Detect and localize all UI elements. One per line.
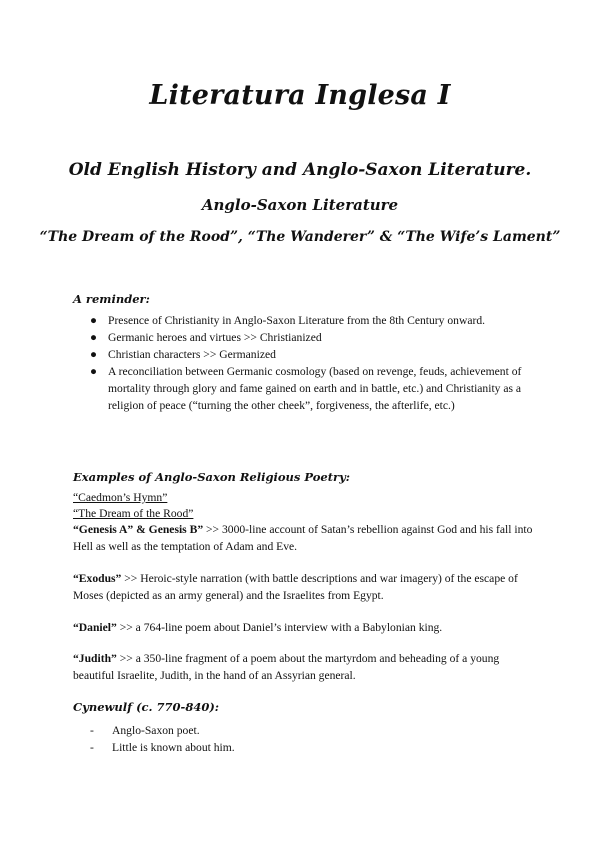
cynewulf-label: Cynewulf (c. 770-840):: [73, 700, 220, 714]
entry-judith: [73, 650, 533, 684]
list-item: ● Christian characters >> Germanized: [90, 348, 276, 361]
reminder-label: A reminder:: [73, 292, 150, 306]
entry-text: >> a 764-line poem about Daniel’s interview with a Babylonian king.: [116, 621, 443, 634]
bullet-icon: ●: [90, 365, 98, 378]
link-caedmons-hymn[interactable]: “Caedmon’s Hymn”: [73, 491, 168, 504]
entry-title: “Daniel”: [73, 621, 117, 634]
list-item: ● Germanic heroes and virtues >> Christianized: [90, 331, 322, 344]
list-item: ● Presence of Christianity in Anglo-Saxon Literature from the 8th Century onward.: [90, 314, 486, 327]
entry-title: “Genesis A” & Genesis B”: [73, 523, 204, 536]
examples-label: Examples of Anglo-Saxon Religious Poetry:: [73, 470, 351, 484]
entry-title: “Judith”: [73, 652, 117, 665]
bullet-icon: ●: [90, 331, 98, 344]
bullet-icon: ●: [90, 314, 98, 327]
dash-icon: -: [90, 741, 94, 754]
entry-title: “Exodus”: [73, 572, 122, 585]
entry-exodus: [73, 570, 533, 604]
sub-heading: Anglo-Saxon Literature: [201, 196, 399, 214]
entry-genesis: [73, 521, 533, 555]
cynewulf-list: [90, 722, 490, 756]
bullet-icon: ●: [90, 348, 98, 361]
entry-text: >> 3000-line account of Satan’s rebellion against God and his fall into Hell as well as the temptation of Adam and Eve.: [73, 523, 533, 553]
list-item: - Little is known about him.: [90, 741, 235, 754]
entry-text: >> Heroic-style narration (with battle descriptions and war imagery) of the escape of Moses (depicted as an army general) and the Israelites from Egypt.: [73, 572, 518, 602]
entry-daniel: [73, 619, 533, 636]
list-item: - Anglo-Saxon poet.: [90, 724, 200, 737]
poems-heading: “The Dream of the Rood”, “The Wanderer” & “The Wife’s Lament”: [39, 229, 561, 245]
main-heading: Old English History and Anglo-Saxon Literature.: [68, 160, 532, 180]
entry-text: >> a 350-line fragment of a poem about the martyrdom and beheading of a young beautiful Israelite, Judith, in the hand of an Assyrian general.: [73, 652, 500, 682]
document-title: Literatura Inglesa I: [149, 80, 451, 111]
dash-icon: -: [90, 724, 94, 737]
list-item: ● A reconciliation between Germanic cosmology (based on revenge, feuds, achievement of mortality through glory and fame gained on earth and in battle, etc.) and Christianity as a religion of peace (“turning the other cheek”, forgiveness, the afterlife, etc.): [90, 365, 522, 412]
reminder-list: [90, 312, 530, 414]
link-dream-of-the-rood[interactable]: “The Dream of the Rood”: [73, 507, 194, 520]
